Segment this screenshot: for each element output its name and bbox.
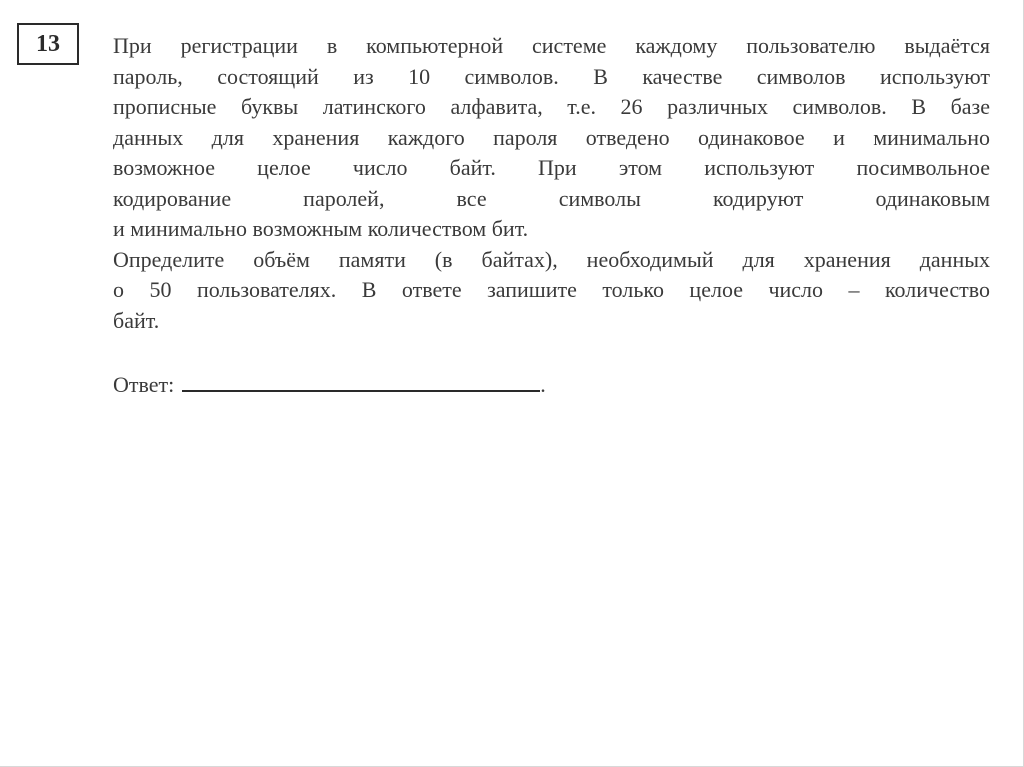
condition-line: и минимально возможным количеством бит. xyxy=(113,216,529,241)
answer-end-period: . xyxy=(540,372,546,397)
condition-line: пароль, состоящий из 10 символов. В качестве символов используют xyxy=(113,63,990,89)
question-line: байт. xyxy=(113,307,160,333)
task-body xyxy=(113,31,990,401)
condition-line: возможное целое число байт. При этом используют посимвольное xyxy=(113,155,990,180)
answer-label: Ответ: xyxy=(113,372,175,397)
task-number-box xyxy=(17,23,79,65)
question-line: Определите объём памяти (в байтах), необходимый для хранения данных xyxy=(113,246,990,272)
task-question xyxy=(113,245,990,337)
task-number: 13 xyxy=(36,30,60,57)
answer-row xyxy=(113,368,990,401)
question-line: о 50 пользователях. В ответе запишите только целое число – количество xyxy=(113,277,990,302)
condition-line: При регистрации в компьютерной системе каждому пользователю выдаётся xyxy=(113,33,990,58)
condition-line: данных для хранения каждого пароля отведено одинаковое и минимально xyxy=(113,124,990,150)
answer-blank-line[interactable] xyxy=(182,368,540,392)
task-condition xyxy=(113,31,990,245)
condition-line: прописные буквы латинского алфавита, т.е. 26 различных символов. В базе xyxy=(113,94,990,119)
condition-line: кодирование паролей, все символы кодируют одинаковым xyxy=(113,185,990,211)
